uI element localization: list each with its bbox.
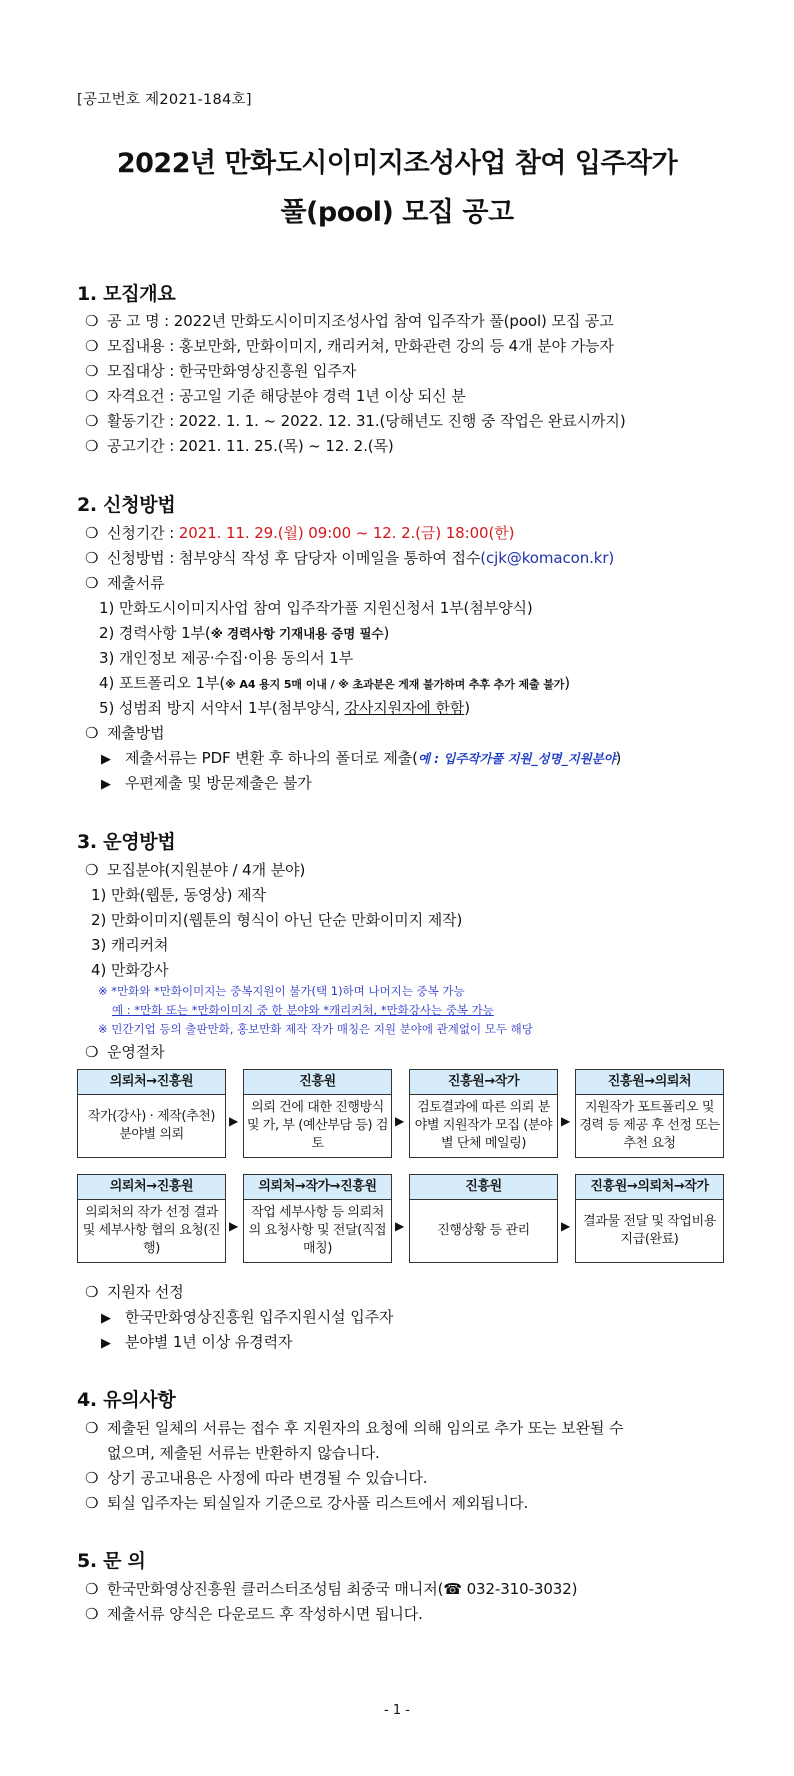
- doc-item: 5) 성범죄 방지 서약서 1부(첨부양식, 강사지원자에 한함): [99, 699, 471, 717]
- triangle-arrow-icon: ▶: [101, 1336, 111, 1351]
- section4-heading: 4. 유의사항: [77, 1389, 176, 1411]
- circle-bullet-icon: ❍: [85, 1283, 99, 1301]
- apply-period: ❍ 신청기간 : 2021. 11. 29.(월) 09:00 ~ 12. 2.(금) 18:00(한): [85, 524, 515, 542]
- doc-item: 3) 개인정보 제공·수집·이용 동의서 1부: [99, 649, 354, 667]
- notice-number: [공고번호 제2021-184호]: [77, 92, 252, 108]
- flow-arrow-icon: ▶: [561, 1219, 571, 1233]
- flow-step: 진흥원 의뢰 건에 대한 진행방식 및 가, 부 (예산부담 등) 검토: [243, 1069, 392, 1158]
- field-item: 2) 만화이미지(웹툰의 형식이 아닌 단순 만화이미지 제작): [91, 911, 463, 929]
- doc-item: 4) 포트폴리오 1부(※ A4 용지 5매 이내 / ※ 초과분은 게재 불가하며 추후 추가 제출 불가): [99, 674, 571, 692]
- section1-item: ❍ 자격요건 : 공고일 기준 해당분야 경력 1년 이상 되신 분: [85, 387, 466, 405]
- flow-step: 의뢰처→진흥원 작가(강사) · 제작(추천) 분야별 의뢰: [77, 1069, 226, 1158]
- caution-item: ❍ 퇴실 입주자는 퇴실일자 기준으로 강사풀 리스트에서 제외됩니다.: [85, 1494, 529, 1512]
- flow-step: 진흥원→의뢰처 지원작가 포트폴리오 및 경력 등 제공 후 선정 또는 추천 요청: [575, 1069, 724, 1158]
- circle-bullet-icon: ❍: [85, 387, 99, 405]
- circle-bullet-icon: ❍: [85, 362, 99, 380]
- flow-step: 진흥원→작가 검토결과에 따른 의뢰 분야별 지원작가 모집 (분야별 단체 메일링): [409, 1069, 558, 1158]
- flow-arrow-icon: ▶: [561, 1114, 571, 1128]
- caution-item: ❍ 상기 공고내용은 사정에 따라 변경될 수 있습니다.: [85, 1469, 428, 1487]
- submit-method-label: ❍ 제출방법: [85, 724, 165, 742]
- field-item: 4) 만화강사: [91, 961, 169, 979]
- caution-item: ❍ 제출된 일체의 서류는 접수 후 지원자의 요청에 의해 임의로 추가 또는 보완될 수: [85, 1419, 624, 1437]
- section1-item: ❍ 활동기간 : 2022. 1. 1. ~ 2022. 12. 31.(당해년도 진행 중 작업은 완료시까지): [85, 412, 626, 430]
- contact-item: ❍ 제출서류 양식은 다운로드 후 작성하시면 됩니다.: [85, 1605, 423, 1623]
- triangle-arrow-icon: ▶: [101, 752, 111, 767]
- submit-method-item: ▶ 제출서류는 PDF 변환 후 하나의 폴더로 제출(예 : 입주작가풀 지원_성명_지원분야): [101, 749, 622, 767]
- section1-item: ❍ 모집내용 : 홍보만화, 만화이미지, 캐리커쳐, 만화관련 강의 등 4개 분야 가능자: [85, 337, 614, 355]
- flow-arrow-icon: ▶: [395, 1219, 405, 1233]
- triangle-arrow-icon: ▶: [101, 1311, 111, 1326]
- circle-bullet-icon: ❍: [85, 1419, 99, 1437]
- field-item: 1) 만화(웹툰, 동영상) 제작: [91, 886, 266, 904]
- caution-item-cont: 없으며, 제출된 서류는 반환하지 않습니다.: [107, 1444, 380, 1462]
- section1-item: ❍ 공고기간 : 2021. 11. 25.(목) ~ 12. 2.(목): [85, 437, 394, 455]
- circle-bullet-icon: ❍: [85, 524, 99, 542]
- circle-bullet-icon: ❍: [85, 312, 99, 330]
- page-title-line1: 2022년 만화도시이미지조성사업 참여 입주작가: [116, 148, 678, 179]
- doc-item: 2) 경력사항 1부(※ 경력사항 기재내용 증명 필수): [99, 624, 390, 642]
- select-item: ▶ 한국만화영상진흥원 입주지원시설 입주자: [101, 1308, 394, 1326]
- flow-step: 의뢰처→진흥원 의뢰처의 작가 선정 결과 및 세부사항 협의 요청(진행): [77, 1174, 226, 1263]
- flow-arrow-icon: ▶: [229, 1114, 239, 1128]
- submit-docs-label: ❍ 제출서류: [85, 574, 165, 592]
- circle-bullet-icon: ❍: [85, 412, 99, 430]
- section3-heading: 3. 운영방법: [77, 831, 176, 853]
- submit-method-item: ▶ 우편제출 및 방문제출은 불가: [101, 774, 312, 792]
- section2-heading: 2. 신청방법: [77, 494, 176, 516]
- field-note: ※ *만화와 *만화이미지는 중복지원이 불가(택 1)하며 나머지는 중복 가능: [98, 984, 465, 998]
- field-label: ❍ 모집분야(지원분야 / 4개 분야): [85, 861, 306, 879]
- contact-email-link[interactable]: (cjk@komacon.kr): [480, 549, 615, 567]
- circle-bullet-icon: ❍: [85, 724, 99, 742]
- circle-bullet-icon: ❍: [85, 574, 99, 592]
- section5-heading: 5. 문 의: [77, 1550, 146, 1572]
- page-title-line2: 풀(pool) 모집 공고: [280, 197, 514, 228]
- triangle-arrow-icon: ▶: [101, 777, 111, 792]
- flow-label: ❍ 운영절차: [85, 1043, 165, 1061]
- flow-arrow-icon: ▶: [395, 1114, 405, 1128]
- flow-step: 진흥원 진행상황 등 관리: [409, 1174, 558, 1263]
- field-item: 3) 캐리커쳐: [91, 936, 169, 954]
- apply-method: ❍ 신청방법 : 첨부양식 작성 후 담당자 이메일을 통하여 접수(cjk@komacon.kr): [85, 549, 615, 567]
- flow-step: 진흥원→의뢰처→작가 결과물 전달 및 작업비용 지급(완료): [575, 1174, 724, 1263]
- circle-bullet-icon: ❍: [85, 1469, 99, 1487]
- section1-item: ❍ 공 고 명 : 2022년 만화도시이미지조성사업 참여 입주작가 풀(pool) 모집 공고: [85, 312, 614, 330]
- circle-bullet-icon: ❍: [85, 861, 99, 879]
- page-number: - 1 -: [384, 1703, 410, 1718]
- field-note: ※ 민간기업 등의 출판만화, 홍보만화 제작 작가 매칭은 지원 분야에 관계없이 모두 해당: [98, 1022, 533, 1036]
- doc-item: 1) 만화도시이미지사업 참여 입주작가풀 지원신청서 1부(첨부양식): [99, 599, 533, 617]
- section1-item: ❍ 모집대상 : 한국만화영상진흥원 입주자: [85, 362, 357, 380]
- section1-heading: 1. 모집개요: [77, 283, 176, 305]
- circle-bullet-icon: ❍: [85, 337, 99, 355]
- select-label: ❍ 지원자 선정: [85, 1283, 184, 1301]
- apply-period-value: 2021. 11. 29.(월) 09:00 ~ 12. 2.(금) 18:00(한): [178, 524, 515, 542]
- flow-step: 의뢰처→작가→진흥원 작업 세부사항 등 의뢰처의 요청사항 및 전달(직접 매칭): [243, 1174, 392, 1263]
- circle-bullet-icon: ❍: [85, 1605, 99, 1623]
- circle-bullet-icon: ❍: [85, 1494, 99, 1512]
- select-item: ▶ 분야별 1년 이상 유경력자: [101, 1333, 293, 1351]
- field-note-example: 예 : *만화 또는 *만화이미지 중 한 분야와 *캐리커쳐, *만화강사는 중복 가능: [112, 1003, 494, 1017]
- circle-bullet-icon: ❍: [85, 549, 99, 567]
- circle-bullet-icon: ❍: [85, 437, 99, 455]
- contact-item: ❍ 한국만화영상진흥원 클러스터조성팀 최중국 매니저(☎ 032-310-3032): [85, 1580, 578, 1598]
- circle-bullet-icon: ❍: [85, 1043, 99, 1061]
- flow-arrow-icon: ▶: [229, 1219, 239, 1233]
- circle-bullet-icon: ❍: [85, 1580, 99, 1598]
